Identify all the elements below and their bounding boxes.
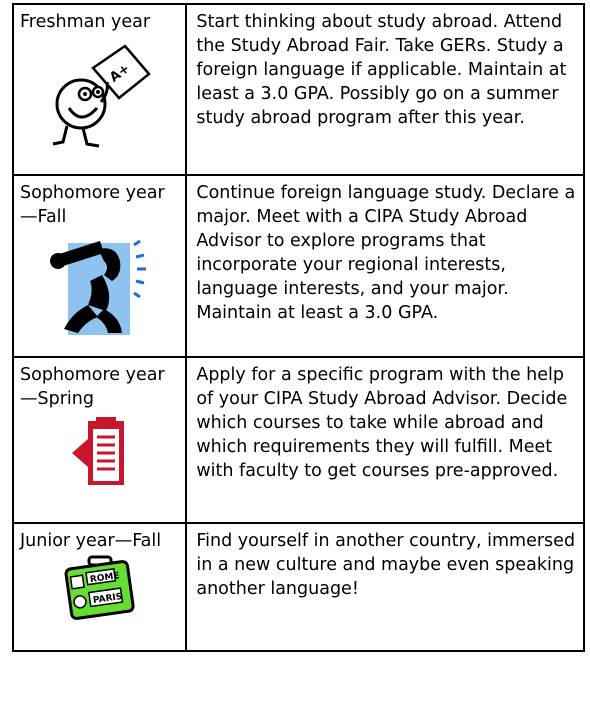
description-cell (186, 523, 584, 651)
sticker-text: ROME (89, 571, 120, 586)
description-cell (186, 175, 584, 357)
year-cell (13, 4, 186, 175)
step-description: Continue foreign language study. Declare a major. Meet with a CIPA Study Abroad Advisor to explore programs that incorporate your regional interests, language interests, and your major. Maintain at least a 3.0 GPA. (196, 183, 576, 323)
paper-grade-text: A+ (106, 61, 133, 86)
suitcase-with-stickers-icon (63, 555, 137, 623)
year-cell (13, 175, 186, 357)
table-row (13, 357, 584, 523)
year-label: Sophomore year—Fall (20, 183, 165, 227)
year-cell (13, 357, 186, 523)
smiley-with-a-plus-paper-icon (45, 40, 155, 152)
table-row (13, 523, 584, 651)
sticker-text: PARIS (92, 591, 123, 606)
year-cell (13, 523, 186, 651)
table-row (13, 4, 584, 175)
step-description: Find yourself in another country, immersed in a new culture and maybe even speaking another language! (196, 531, 576, 599)
description-cell (186, 357, 584, 523)
study-abroad-timeline (12, 3, 585, 652)
year-label: Sophomore year—Spring (20, 365, 165, 409)
step-description: Start thinking about study abroad. Attend the Study Abroad Fair. Take GERs. Study a foreign language if applicable. Maintain at least a 3.0 GPA. Possibly go on a summer study abroad program after this year. (196, 12, 567, 128)
person-with-telescope-icon (40, 235, 160, 335)
step-description: Apply for a specific program with the help of your CIPA Study Abroad Advisor. Decide which courses to take while abroad and which requirements they will fulfill. Meet with faculty to get courses pre-approved. (196, 365, 568, 481)
year-label: Junior year—Fall (20, 531, 162, 551)
table-row (13, 175, 584, 357)
clipboard-with-arrow-icon (70, 417, 130, 489)
description-cell (186, 4, 584, 175)
year-label: Freshman year (20, 12, 151, 32)
